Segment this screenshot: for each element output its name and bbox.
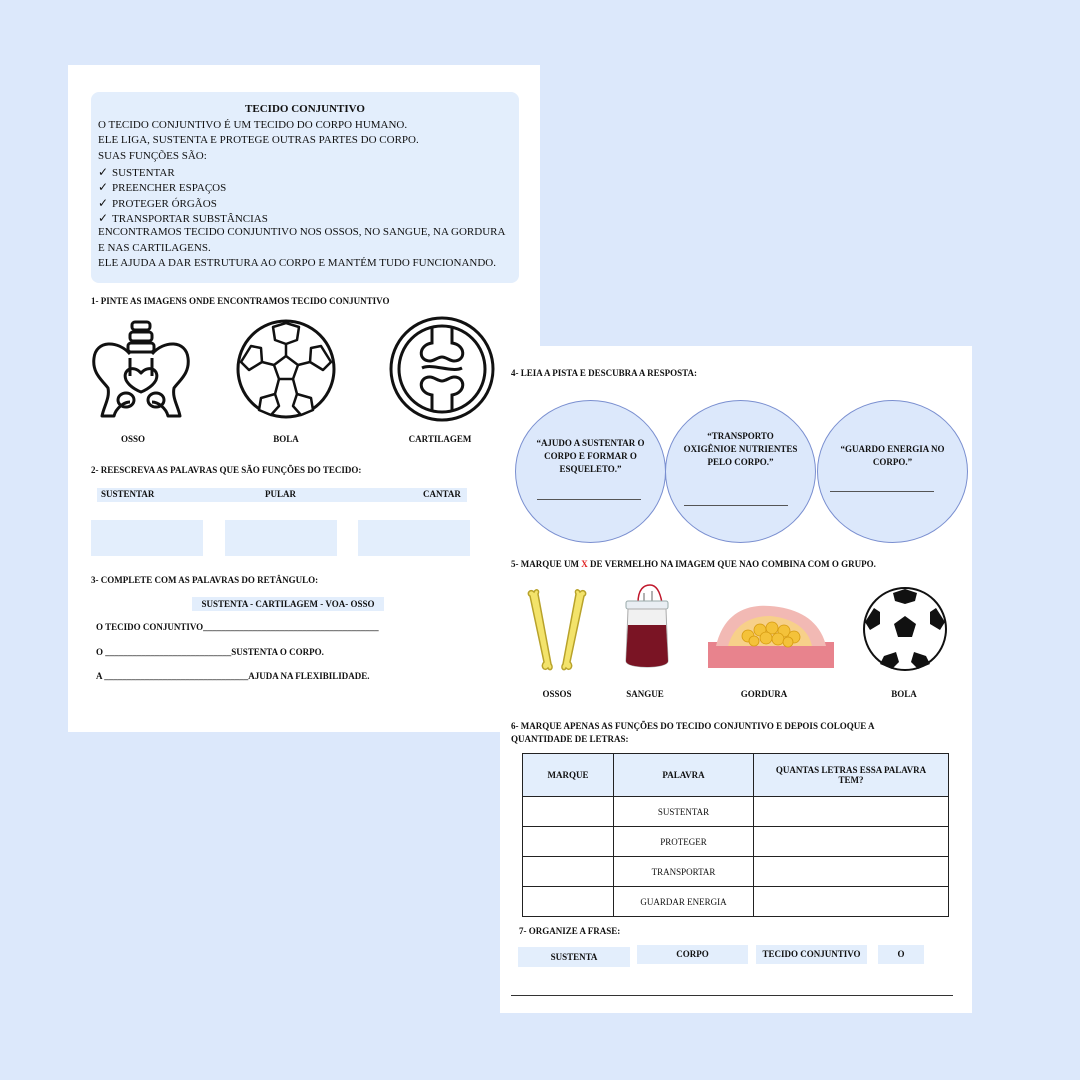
soccer-ball-icon[interactable]	[235, 318, 337, 420]
label-cartilagem: CARTILAGEM	[408, 434, 472, 444]
label-osso: OSSO	[120, 434, 145, 444]
fat-tissue-image[interactable]	[708, 602, 834, 672]
answer-line[interactable]	[830, 491, 934, 492]
answer-box-1[interactable]	[91, 520, 203, 556]
header-quantas-letras: QUANTAS LETRAS ESSA PALAVRA TEM?	[754, 754, 949, 797]
sentence-1[interactable]: O TECIDO CONJUNTIVO_______________________________________	[96, 622, 379, 632]
word-pular: PULAR	[265, 489, 296, 499]
joint-cartilage-icon[interactable]	[388, 315, 496, 423]
word-bar	[97, 488, 467, 502]
mark-cell[interactable]	[523, 887, 614, 917]
word-chip[interactable]: CORPO	[637, 945, 748, 964]
label-bola: BOLA	[273, 434, 299, 444]
info-title: TECIDO CONJUNTIVO	[245, 103, 365, 115]
info-line: ELE AJUDA A DAR ESTRUTURA AO CORPO E MANTÉM TUDO FUNCIONANDO.	[98, 257, 496, 269]
sentence-2[interactable]: O ____________________________SUSTENTA O CORPO.	[96, 647, 324, 657]
clue-circle-2	[665, 400, 816, 543]
word-cell: GUARDAR ENERGIA	[614, 887, 754, 917]
letters-cell[interactable]	[754, 887, 949, 917]
answer-line[interactable]	[684, 505, 788, 506]
info-line: ELE LIGA, SUSTENTA E PROTEGE OUTRAS PARTES DO CORPO.	[98, 134, 419, 146]
label-sangue: SANGUE	[626, 689, 664, 699]
word-chip[interactable]: TECIDO CONJUNTIVO	[756, 945, 867, 964]
clue-text: “GUARDO ENERGIA NO CORPO.”	[840, 444, 945, 467]
answer-line[interactable]	[511, 995, 953, 996]
word-chip[interactable]: O	[878, 945, 924, 964]
table-row	[523, 827, 949, 857]
soccer-ball-image[interactable]	[862, 586, 948, 672]
letters-cell[interactable]	[754, 827, 949, 857]
word-cell: SUSTENTAR	[614, 797, 754, 827]
question-4-title: 4- LEIA A PISTA E DESCUBRA A RESPOSTA:	[511, 368, 697, 378]
sentence-3[interactable]: A ________________________________AJUDA NA FLEXIBILIDADE.	[96, 671, 370, 681]
word-sustentar: SUSTENTAR	[101, 489, 155, 499]
word-cantar: CANTAR	[423, 489, 461, 499]
function-item: ✓ SUSTENTAR	[98, 165, 175, 179]
blood-bag-image[interactable]	[616, 581, 676, 675]
table-row	[523, 797, 949, 827]
mark-cell[interactable]	[523, 797, 614, 827]
answer-box-3[interactable]	[358, 520, 470, 556]
info-line: SUAS FUNÇÕES SÃO:	[98, 150, 207, 162]
label-ossos: OSSOS	[542, 689, 572, 699]
bones-image[interactable]	[524, 586, 590, 672]
question-2-title: 2- REESCREVA AS PALAVRAS QUE SÃO FUNÇÕES DO TECIDO:	[91, 465, 362, 475]
table-row	[523, 887, 949, 917]
word-chip[interactable]: SUSTENTA	[518, 947, 630, 967]
clue-text: “AJUDO A SUSTENTAR O CORPO E FORMAR O ESQUELETO.”	[536, 438, 645, 474]
info-box	[91, 92, 519, 283]
question-7-title: 7- ORGANIZE A FRASE:	[519, 926, 621, 936]
word-box: SUSTENTA - CARTILAGEM - VOA- OSSO	[192, 597, 384, 611]
clue-circle-1	[515, 400, 666, 543]
function-item: ✓ PROTEGER ÓRGÃOS	[98, 196, 217, 210]
clue-text: “TRANSPORTO OXIGÊNIOE NUTRIENTES PELO CORPO.”	[683, 431, 798, 467]
word-cell: TRANSPORTAR	[614, 857, 754, 887]
check-icon: ✓	[98, 196, 109, 210]
worksheet-page-2	[500, 346, 972, 1013]
answer-line[interactable]	[537, 499, 641, 500]
table-row	[523, 857, 949, 887]
pelvis-bone-icon[interactable]	[90, 318, 194, 422]
check-icon: ✓	[98, 165, 109, 179]
red-x-mark: X	[581, 559, 588, 569]
answer-box-2[interactable]	[225, 520, 337, 556]
letters-cell[interactable]	[754, 797, 949, 827]
worksheet-page-1	[68, 65, 540, 732]
label-bola: BOLA	[891, 689, 917, 699]
info-line: ENCONTRAMOS TECIDO CONJUNTIVO NOS OSSOS, NO SANGUE, NA GORDURA	[98, 226, 506, 238]
function-item: ✓ TRANSPORTAR SUBSTÂNCIAS	[98, 211, 268, 225]
letters-cell[interactable]	[754, 857, 949, 887]
header-palavra: PALAVRA	[614, 754, 754, 797]
label-gordura: GORDURA	[740, 689, 788, 699]
question-5-title: 5- MARQUE UM X DE VERMELHO NA IMAGEM QUE NAO COMBINA COM O GRUPO.	[511, 559, 876, 569]
check-icon: ✓	[98, 180, 109, 194]
mark-cell[interactable]	[523, 827, 614, 857]
function-item: ✓ PREENCHER ESPAÇOS	[98, 180, 227, 194]
functions-table	[522, 753, 949, 917]
header-marque: MARQUE	[523, 754, 614, 797]
question-1-title: 1- PINTE AS IMAGENS ONDE ENCONTRAMOS TECIDO CONJUNTIVO	[91, 296, 390, 306]
clue-circle-3	[817, 400, 968, 543]
question-3-title: 3- COMPLETE COM AS PALAVRAS DO RETÂNGULO:	[91, 575, 319, 585]
question-6-title: 6- MARQUE APENAS AS FUNÇÕES DO TECIDO CONJUNTIVO E DEPOIS COLOQUE A QUANTIDADE DE LETRAS:	[511, 721, 875, 744]
mark-cell[interactable]	[523, 857, 614, 887]
word-cell: PROTEGER	[614, 827, 754, 857]
info-line: E NAS CARTILAGENS.	[98, 242, 211, 254]
info-line: O TECIDO CONJUNTIVO É UM TECIDO DO CORPO HUMANO.	[98, 119, 408, 131]
check-icon: ✓	[98, 211, 109, 225]
